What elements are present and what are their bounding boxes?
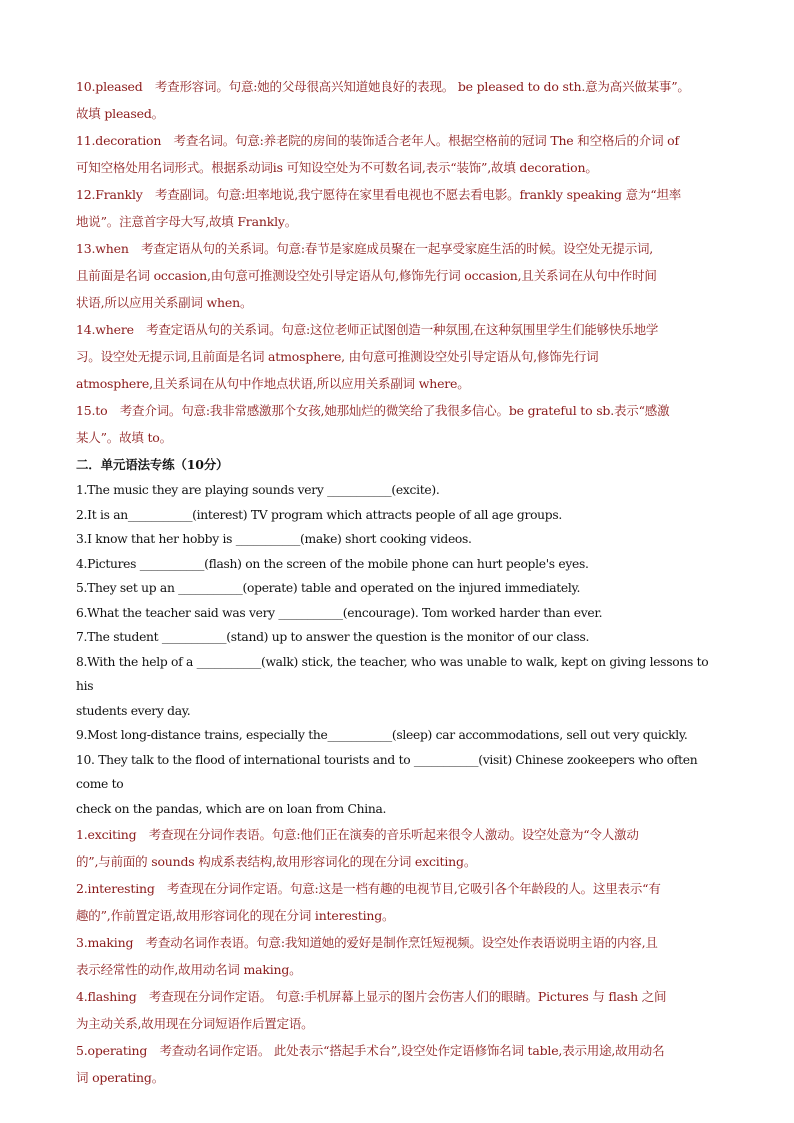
document-page [76,73,722,1091]
grammar-question [76,748,722,822]
answer-explanation [76,316,722,397]
grammar-question-line: 2.It is an___________(interest) TV program which attracts people of all age groups. [76,507,562,522]
answer-explanation-line: 3.making 考查动名词作表语。句意:我知道她的爱好是制作烹饪短视频。设空处作表语说明主语的内容,且 [76,935,658,950]
grammar-question [76,478,722,503]
grammar-question [76,527,722,552]
grammar-question-line: 6.What the teacher said was very ___________(encourage). Tom worked harder than ever. [76,605,603,620]
answer-explanation [76,875,722,929]
answer-explanation [76,127,722,181]
answer-explanation-line: 地说”。注意首字母大写,故填 Frankly。 [76,214,298,229]
answer-explanation [76,983,722,1037]
answer-explanation-line: 1.exciting 考查现在分词作表语。句意:他们正在演奏的音乐听起来很令人激动。设空处意为“令人激动 [76,827,639,842]
answer-explanation [76,1037,722,1091]
answers-block [76,821,722,1091]
answer-explanation-line: 5.operating 考查动名词作定语。 此处表示“搭起手术台”,设空处作定语修饰名词 table,表示用途,故用动名 [76,1043,665,1058]
answer-explanation-line: 的”,与前面的 sounds 构成系表结构,故用形容词化的现在分词 exciting。 [76,854,477,869]
answer-explanation-line: 10.pleased 考查形容词。句意:她的父母很高兴知道她良好的表现。 be pleased to do sth.意为高兴做某事”。 [76,79,690,94]
answer-explanation-line: 可知空格处用名词形式。根据系动词is 可知设空处为不可数名词,表示“装饰”,故填 decoration。 [76,160,598,175]
grammar-question [76,576,722,601]
previous-answers-block [76,73,722,451]
answer-explanation [76,397,722,451]
answer-explanation-line: 2.interesting 考查现在分词作定语。句意:这是一档有趣的电视节目,它吸引各个年龄段的人。这里表示“有 [76,881,661,896]
answer-explanation-line: 某人”。故填 to。 [76,430,172,445]
answer-explanation [76,73,722,127]
answer-explanation-line: 故填 pleased。 [76,106,164,121]
answer-explanation-line: 11.decoration 考查名词。句意:养老院的房间的装饰适合老年人。根据空格前的冠词 The 和空格后的介词 of [76,133,679,148]
answer-explanation-line: 12.Frankly 考查副词。句意:坦率地说,我宁愿待在家里看电视也不愿去看电影。frankly speaking 意为“坦率 [76,187,682,202]
grammar-question [76,601,722,626]
answer-explanation [76,821,722,875]
answer-explanation-line: 习。设空处无提示词,且前面是名词 atmosphere, 由句意可推测设空处引导定语从句,修饰先行词 [76,349,599,364]
answer-explanation-line: 4.flashing 考查现在分词作定语。 句意:手机屏幕上显示的图片会伤害人们的眼睛。Pictures 与 flash 之间 [76,989,667,1004]
section-heading: 二．单元语法专练（10分） [76,457,229,472]
grammar-question-line: 9.Most long-distance trains, especially the___________(sleep) car accommodations, sell out very quickly. [76,728,688,742]
grammar-question-line: 10. They talk to the flood of international tourists and to ___________(visit) Chinese zookeepers who often come to [76,752,698,791]
grammar-question [76,552,722,577]
grammar-question [76,650,722,724]
grammar-question-line: 7.The student ___________(stand) up to answer the question is the monitor of our class. [76,630,590,644]
grammar-question-line: 4.Pictures ___________(flash) on the screen of the mobile phone can hurt people's eyes. [76,556,589,571]
grammar-question-line: 1.The music they are playing sounds very ___________(excite). [76,483,440,497]
answer-explanation [76,181,722,235]
grammar-question [76,503,722,528]
answer-explanation-line: 趣的”,作前置定语,故用形容词化的现在分词 interesting。 [76,908,395,923]
answer-explanation-line: 表示经常性的动作,故用动名词 making。 [76,962,302,977]
answer-explanation-line: 15.to 考查介词。句意:我非常感激那个女孩,她那灿烂的微笑给了我很多信心。be grateful to sb.表示“感激 [76,403,670,418]
answer-explanation-line: atmosphere,且关系词在从句中作地点状语,所以应用关系副词 where。 [76,376,470,391]
answer-explanation-line: 14.where 考查定语从句的关系词。句意:这位老师正试图创造一种氛围,在这种氛围里学生们能够快乐地学 [76,322,659,337]
answer-explanation [76,929,722,983]
answer-explanation [76,235,722,316]
grammar-question-line: 8.With the help of a ___________(walk) stick, the teacher, who was unable to walk, kept on giving lessons to his [76,654,709,693]
answer-explanation-line: 状语,所以应用关系副词 when。 [76,295,253,310]
answer-explanation-line: 词 operating。 [76,1070,164,1085]
grammar-question [76,625,722,650]
answer-explanation-line: 为主动关系,故用现在分词短语作后置定语。 [76,1016,314,1031]
answer-explanation-line: 13.when 考查定语从句的关系词。句意:春节是家庭成员聚在一起享受家庭生活的时候。设空处无提示词, [76,241,654,256]
answer-explanation-line: 且前面是名词 occasion,由句意可推测设空处引导定语从句,修饰先行词 occasion,且关系词在从句中作时间 [76,268,657,283]
grammar-question-line: students every day. [76,703,191,718]
questions-block [76,478,722,821]
grammar-question-line: 3.I know that her hobby is ___________(make) short cooking videos. [76,532,472,546]
grammar-question-line: check on the pandas, which are on loan from China. [76,801,387,816]
grammar-question-line: 5.They set up an ___________(operate) table and operated on the injured immediately. [76,581,581,595]
grammar-question [76,723,722,748]
